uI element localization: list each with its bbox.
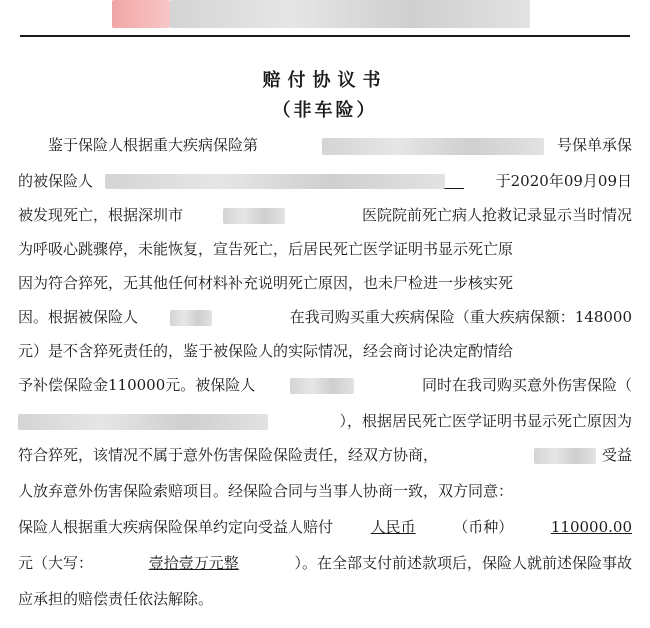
text-segment: 被发现死亡，根据深圳市 [18,206,184,224]
text-segment: 因为符合猝死，无其他任何材料补充说明死亡原因，也未尸检进一步核实死 [18,274,514,292]
body-line [18,302,632,333]
document-title: 赔付协议书 [262,70,388,91]
body-line [18,268,632,299]
text-segment: 元）是不含猝死责任的，鉴于被保险人的实际情况，经会商讨论决定酌情给 [18,342,514,360]
body-line [18,234,632,265]
text-segment: 符合猝死，该情况不属于意外伤害保险保险责任，经双方协商， [18,446,439,464]
text-segment: 元（大写： [18,554,94,572]
body-line [18,548,632,579]
payout-amount: 110000.00 [550,518,632,536]
text-segment: 同时在我司购买意外伤害保险（ [421,376,632,394]
text-segment: 应承担的赔偿责任依法解除。 [18,590,214,608]
body-line [18,200,632,231]
body-line [18,476,632,507]
redacted-name [290,378,354,394]
text-segment: 受益 [601,446,632,464]
redacted-hospital [223,208,285,224]
text-segment: 的被保险人 [18,172,94,190]
text-segment: 予补偿保险金110000元。被保险人 [18,376,256,394]
text-segment: 于2020年09月09日 [495,172,632,190]
text-segment: 号保单承保 [556,136,632,154]
header-rule [20,35,630,37]
text-segment: 鉴于保险人根据重大疾病保险第 [18,136,259,154]
text-segment: （币种） [453,518,514,536]
body-line [18,336,632,367]
text-segment: 在我司购买重大疾病保险（重大疾病保额：148000 [289,308,632,326]
redacted-insured-name [105,174,445,189]
text-segment: 医院院前死亡病人抢救记录显示当时情况 [361,206,632,224]
text-segment: 为呼吸心跳骤停，未能恢复，宣告死亡，后居民死亡医学证明书显示死亡原 [18,240,514,258]
text-segment: ），根据居民死亡医学证明书显示死亡原因为 [339,412,632,430]
body-line [18,512,632,543]
redacted-name [170,310,212,326]
currency-name: 人民币 [370,518,416,536]
text-segment: 保险人根据重大疾病保险保单约定向受益人赔付 [18,518,334,536]
text-segment: ）。在全部支付前述款项后，保险人就前述保险事故 [294,554,632,572]
payout-amount-capital: 壹拾壹万元整 [148,554,239,572]
redacted-policy-info [18,414,268,430]
body-line [18,584,632,615]
redacted-policy-number [322,138,544,155]
redacted-header-logo [112,0,170,28]
document-subtitle: （非车险） [272,100,378,121]
redacted-header-text [170,0,530,28]
text-segment: 因。根据被保险人 [18,308,139,326]
redacted-beneficiary [534,448,596,464]
text-segment: 人放弃意外伤害保险索赔项目。经保险合同与当事人协商一致，双方同意： [18,482,514,500]
